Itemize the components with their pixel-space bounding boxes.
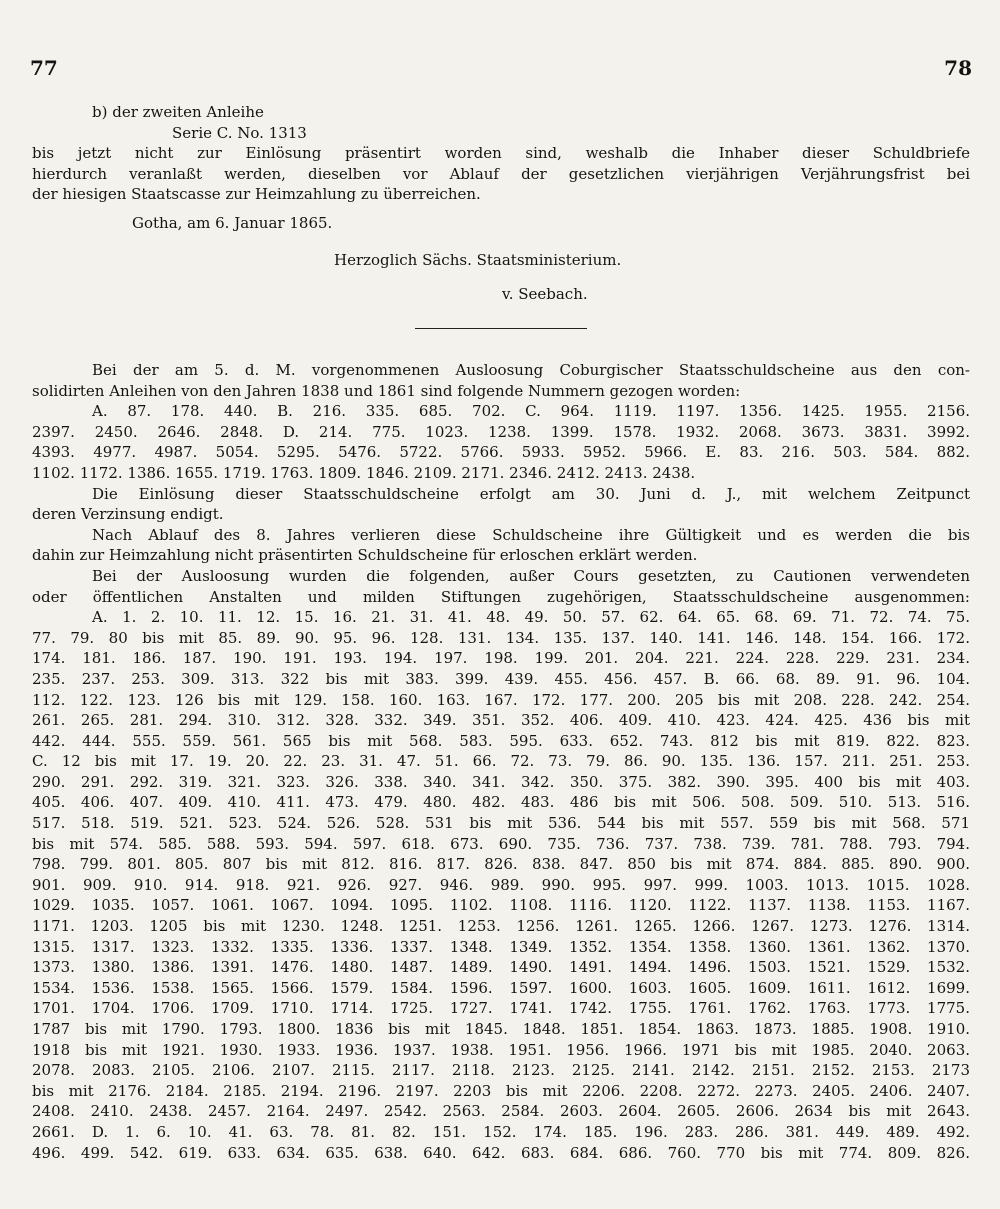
text-line: deren Verzinsung endigt. bbox=[32, 505, 224, 524]
excluded-numbers-line: 174. 181. 186. 187. 190. 191. 193. 194. 197. 198. 199. 201. 204. 221. 224. 228. 229. 231. 234. bbox=[32, 649, 970, 668]
excluded-numbers-line: 1787 bis mit 1790. 1793. 1800. 1836 bis mit 1845. 1848. 1851. 1854. 1863. 1873. 1885. 1908. 1910. bbox=[32, 1020, 970, 1038]
date-line: Gotha, am 6. Januar 1865. bbox=[132, 214, 333, 232]
signature bbox=[32, 284, 970, 305]
excluded-numbers-line: 2078. 2083. 2105. 2106. 2107. 2115. 2117. 2118. 2123. 2125. 2141. 2142. 2151. 2152. 2153. 2173 bbox=[32, 1061, 970, 1080]
section-divider bbox=[415, 328, 587, 329]
text-line: b) der zweiten Anleihe bbox=[92, 103, 264, 121]
signature-line: v. Seebach. bbox=[502, 285, 588, 303]
excluded-numbers-line: C. 12 bis mit 17. 19. 20. 22. 23. 31. 47. 51. 66. 72. 73. 79. 86. 90. 135. 136. 157. 211. 251. 253. bbox=[32, 752, 970, 771]
excluded-numbers-line: 442. 444. 555. 559. 561. 565 bis mit 568. 583. 595. 633. 652. 743. 812 bis mit 819. 822. 823. bbox=[32, 731, 970, 750]
drawn-numbers-line: 2397. 2450. 2646. 2848. D. 214. 775. 1023. 1238. 1399. 1578. 1932. 2068. 3673. 3831. 3992. bbox=[32, 422, 970, 441]
excluded-numbers-line: bis mit 574. 585. 588. 593. 594. 597. 618. 673. 690. 735. 736. 737. 738. 739. 781. 788. 793. 794. bbox=[32, 834, 970, 853]
excluded-numbers-line: bis mit 2176. 2184. 2185. 2194. 2196. 2197. 2203 bis mit 2206. 2208. 2272. 2273. 2405. 2406. 2407. bbox=[32, 1081, 970, 1100]
text-line: dahin zur Heimzahlung nicht präsentirten Schuldscheine für erloschen erklärt werden. bbox=[32, 546, 698, 565]
excluded-numbers-line: 1373. 1380. 1386. 1391. 1476. 1480. 1487. 1489. 1490. 1491. 1494. 1496. 1503. 1521. 1529. 1532. bbox=[32, 958, 970, 977]
excluded-numbers-line: 1701. 1704. 1706. 1709. 1710. 1714. 1725. 1727. 1741. 1742. 1755. 1761. 1762. 1763. 1773. 1775. bbox=[32, 999, 970, 1018]
excluded-numbers-line: 2661. D. 1. 6. 10. 41. 63. 78. 81. 82. 151. 152. 174. 185. 196. 283. 286. 381. 449. 489. 492. bbox=[32, 1122, 970, 1141]
excluded-numbers-line: A. 1. 2. 10. 11. 12. 15. 16. 21. 31. 41. 48. 49. 50. 57. 62. 64. 65. 68. 69. 71. 72. 74. 75. bbox=[92, 608, 970, 627]
text-line: Bei der am 5. d. M. vorgenommenen Ausloosung Coburgischer Staatsschuldscheine aus den con- bbox=[92, 361, 970, 379]
excluded-numbers-line: 496. 499. 542. 619. 633. 634. 635. 638. 640. 642. 683. 684. 686. 760. 770 bis mit 774. 809. 826. bbox=[32, 1143, 970, 1162]
text-line: Nach Ablauf des 8. Jahres verlieren diese Schuldscheine ihre Gültigkeit und es werden die bis bbox=[92, 525, 970, 544]
text-line: Die Einlösung dieser Staatsschuldscheine erfolgt am 30. Juni d. J., mit welchem Zeitpunct bbox=[92, 484, 970, 503]
drawn-numbers-line: 1102. 1172. 1386. 1655. 1719. 1763. 1809. 1846. 2109. 2171. 2346. 2412. 2413. 2438. bbox=[32, 463, 696, 482]
excluded-numbers-line: 901. 909. 910. 914. 918. 921. 926. 927. 946. 989. 990. 995. 997. 999. 1003. 1013. 1015. 1028. bbox=[32, 875, 970, 894]
excluded-numbers-line: 1171. 1203. 1205 bis mit 1230. 1248. 1251. 1253. 1256. 1261. 1265. 1266. 1267. 1273. 1276. 1314. bbox=[32, 917, 970, 936]
notice-first bbox=[32, 102, 970, 205]
excluded-numbers-line: 1029. 1035. 1057. 1061. 1067. 1094. 1095. 1102. 1108. 1116. 1120. 1122. 1137. 1138. 1153. 1167. bbox=[32, 896, 970, 915]
excluded-numbers-line: 261. 265. 281. 294. 310. 312. 328. 332. 349. 351. 352. 406. 409. 410. 423. 424. 425. 436 bis mit bbox=[32, 711, 970, 730]
authority-heading bbox=[32, 250, 970, 271]
text-line: der hiesigen Staatscasse zur Heimzahlung zu überreichen. bbox=[32, 185, 481, 204]
text-line: solidirten Anleihen von den Jahren 1838 und 1861 sind folgende Nummern gezogen worden: bbox=[32, 381, 741, 400]
series-line: Serie C. No. 1313 bbox=[172, 123, 307, 142]
authority-line: Herzoglich Sächs. Staatsministerium. bbox=[334, 251, 622, 269]
excluded-numbers-line: 1918 bis mit 1921. 1930. 1933. 1936. 1937. 1938. 1951. 1956. 1966. 1971 bis mit 1985. 2040. 2063. bbox=[32, 1040, 970, 1059]
drawn-numbers-line: 4393. 4977. 4987. 5054. 5295. 5476. 5722. 5766. 5933. 5952. 5966. E. 83. 216. 503. 584. 882. bbox=[32, 443, 970, 462]
excluded-numbers-line: 798. 799. 801. 805. 807 bis mit 812. 816. 817. 826. 838. 847. 850 bis mit 874. 884. 885. 890. 900. bbox=[32, 855, 970, 874]
excluded-numbers-line: 1534. 1536. 1538. 1565. 1566. 1579. 1584. 1596. 1597. 1600. 1603. 1605. 1609. 1611. 1612. 1699. bbox=[32, 978, 970, 997]
excluded-numbers-line: 517. 518. 519. 521. 523. 524. 526. 528. 531 bis mit 536. 544 bis mit 557. 559 bis mit 568. 571 bbox=[32, 814, 970, 833]
text-line: oder öffentlichen Anstalten und milden Stiftungen zugehörigen, Staatsschuldscheine ausgenommen: bbox=[32, 587, 970, 606]
excluded-numbers-line: 77. 79. 80 bis mit 85. 89. 90. 95. 96. 128. 131. 134. 135. 137. 140. 141. 146. 148. 154. 166. 172. bbox=[32, 628, 970, 647]
excluded-numbers-line: 405. 406. 407. 409. 410. 411. 473. 479. 480. 482. 483. 486 bis mit 506. 508. 509. 510. 513. 516. bbox=[32, 793, 970, 812]
text-line: Bei der Ausloosung wurden die folgenden, außer Cours gesetzten, zu Cautionen verwendeten bbox=[92, 566, 970, 585]
excluded-numbers-line: 1315. 1317. 1323. 1332. 1335. 1336. 1337. 1348. 1349. 1352. 1354. 1358. 1360. 1361. 1362. 1370. bbox=[32, 937, 970, 956]
text-line: hierdurch veranlaßt werden, dieselben vor Ablauf der gesetzlichen vierjährigen Verjährungsfrist bei bbox=[32, 164, 970, 183]
excluded-numbers-line: 290. 291. 292. 319. 321. 323. 326. 338. 340. 341. 342. 350. 375. 382. 390. 395. 400 bis mit 403. bbox=[32, 772, 970, 791]
text-line: bis jetzt nicht zur Einlösung präsentirt worden sind, weshalb die Inhaber dieser Schuldbriefe bbox=[32, 144, 970, 163]
notice-second bbox=[32, 360, 970, 1163]
drawn-numbers-line: A. 87. 178. 440. B. 216. 335. 685. 702. C. 964. 1119. 1197. 1356. 1425. 1955. 2156. bbox=[92, 402, 970, 421]
excluded-numbers-line: 2408. 2410. 2438. 2457. 2164. 2497. 2542. 2563. 2584. 2603. 2604. 2605. 2606. 2634 bis mit 2643. bbox=[32, 1102, 970, 1121]
excluded-numbers-line: 235. 237. 253. 309. 313. 322 bis mit 383. 399. 439. 455. 456. 457. B. 66. 68. 89. 91. 96. 104. bbox=[32, 669, 970, 688]
excluded-numbers-line: 112. 122. 123. 126 bis mit 129. 158. 160. 163. 167. 172. 177. 200. 205 bis mit 208. 228. 242. 254. bbox=[32, 690, 970, 709]
page-number-right: 78 bbox=[944, 56, 972, 80]
page-number-left: 77 bbox=[30, 56, 58, 80]
notice-date bbox=[32, 213, 970, 234]
